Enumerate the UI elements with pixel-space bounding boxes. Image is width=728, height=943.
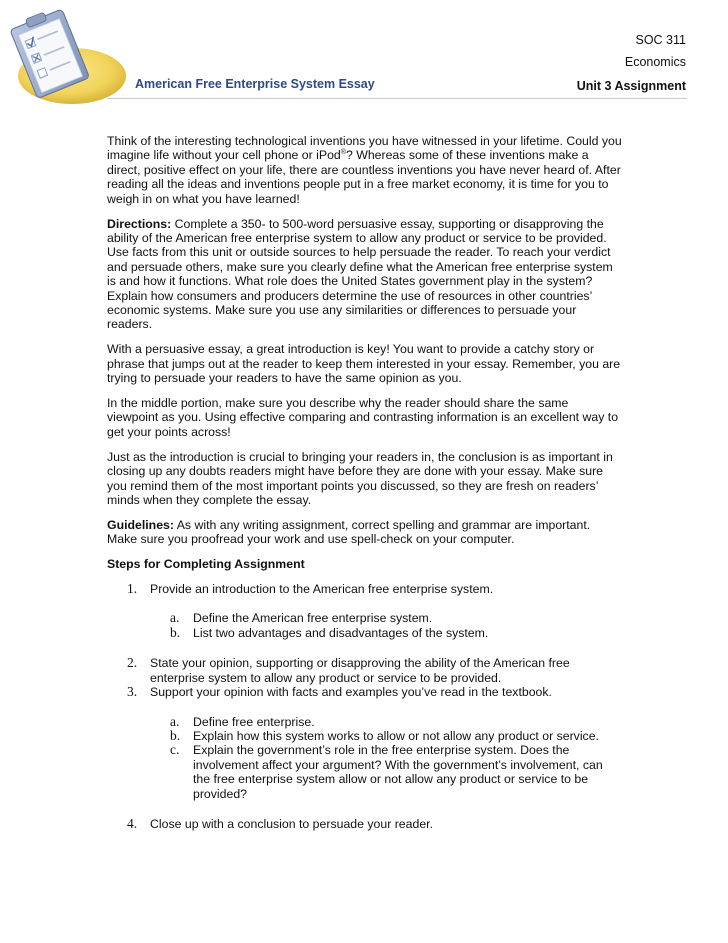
steps-heading: Steps for Completing Assignment <box>107 557 305 572</box>
clipboard-checklist-icon <box>2 4 127 109</box>
subject-label: Economics <box>624 55 686 69</box>
step-item: 2. State your opinion, supporting or disapproving the ability of the American free enterprise system to allow any product or service to be provided. <box>127 655 570 685</box>
substep-list <box>150 715 623 801</box>
directions-paragraph: Directions: Complete a 350- to 500-word persuasive essay, supporting or disapproving the ability of the American free enterprise system to allow any product or service to be provided. Use facts from this unit or outside sources to help persuade the reader. To reach your verdict and persuade others, make sure you clearly define what the American free enterprise system is and how it functions. What role does the United States government play in the system? Explain how consumers and producers determine the use of resources in other countries’ economic systems. Make sure you use any similarities or differences to persuade your readers. <box>107 216 613 332</box>
substep-item: b. List two advantages and disadvantages of the system. <box>170 624 489 640</box>
substep-item: a. Define free enterprise. <box>170 713 315 729</box>
paragraph: With a persuasive essay, a great introduction is key! You want to provide a catchy story or phrase that jumps out at the reader to keep them interested in your essay. Remember, you are trying to persuade your readers to have the same opinion as you. <box>107 342 621 386</box>
paragraph: In the middle portion, make sure you describe why the reader should share the same viewpoint as you. Using effective comparing and contrasting information is an excellent way to get your points across! <box>107 396 619 439</box>
guidelines-paragraph: Guidelines: As with any writing assignment, correct spelling and grammar are important. Make sure you proofread your work and use spell-check on your computer. <box>107 517 591 547</box>
intro-paragraph: Think of the interesting technological inventions you have witnessed in your lifetime. Could you imagine life without your cell phone or iPod®? Whereas some of these inventions make a direct, positive effect on your life, there are countless inventions you have never heard of. After reading all the ideas and inventions people put in a free market economy, it is time for you to weigh in on what you have learned! <box>107 134 622 206</box>
step-item: 1. Provide an introduction to the American free enterprise system. a. Define the American free enterprise system. b. List two advantages and disadvantages of the system. <box>107 582 623 640</box>
step-number: 2. <box>127 655 138 671</box>
substep-list <box>150 611 623 640</box>
substep-item: b. Explain how this system works to allow or not allow any product or service. <box>170 727 599 743</box>
course-code: SOC 311 <box>635 33 686 47</box>
steps-list <box>107 582 623 831</box>
unit-label: Unit 3 Assignment <box>576 79 686 93</box>
guidelines-label: Guidelines: <box>107 517 174 532</box>
directions-label: Directions: <box>107 216 172 231</box>
substep-item: a. Define the American free enterprise system. <box>170 610 433 626</box>
step-number: 1. <box>127 581 138 597</box>
substep-item: c. Explain the government’s role in the free enterprise system. Does the involvement affect your argument? With the government’s involvement, can the free enterprise system allow or not allow any product or service to be provided? <box>170 742 603 801</box>
step-number: 4. <box>127 815 138 831</box>
document-header <box>0 0 728 110</box>
header-divider <box>107 98 687 99</box>
step-item: 3. Support your opinion with facts and examples you’ve read in the textbook. a. Define free enterprise. b. Explain how this system works to allow or not allow any product or service. c. Explain the government’s role in the free enterprise system. Does the involvement affect your argument? With the government’s involvement, can the free enterprise system allow or not allow any product or service to be provided? <box>107 685 623 801</box>
document-title: American Free Enterprise System Essay <box>135 77 375 91</box>
paragraph: Just as the introduction is crucial to bringing your readers in, the conclusion is as important in closing up any doubts readers might have before they are done with your essay. Make sure you remind them of the most important points you discussed, so they are fresh on readers’ minds when they complete the essay. <box>107 449 613 507</box>
step-item: 4. Close up with a conclusion to persuade your reader. <box>127 815 433 831</box>
document-body <box>107 134 623 831</box>
step-number: 3. <box>127 684 138 700</box>
